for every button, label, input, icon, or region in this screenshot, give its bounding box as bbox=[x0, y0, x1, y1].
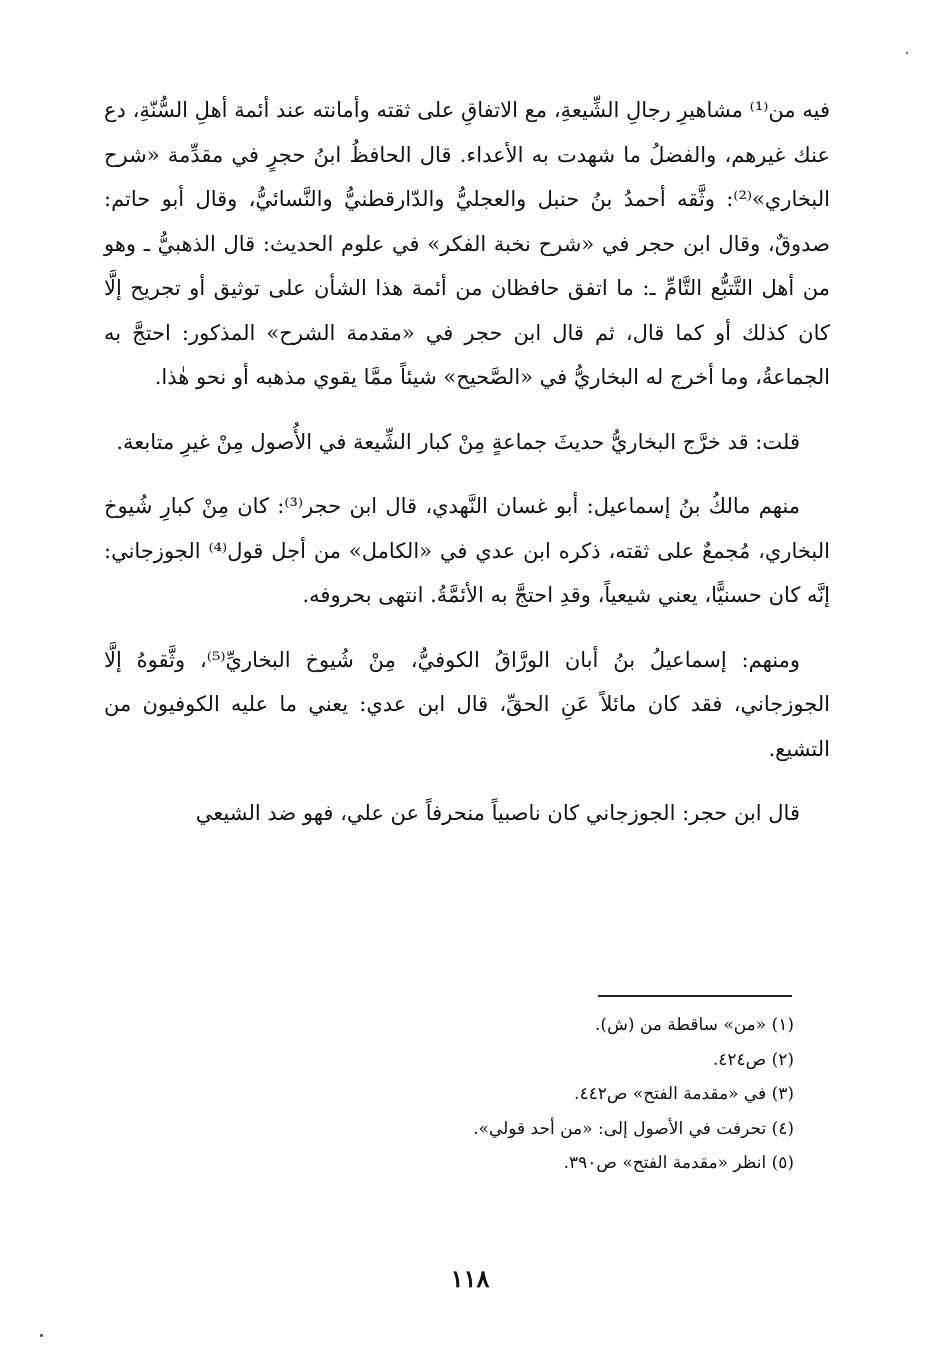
footnote-4: (٤) تحرفت في الأصول إلى: «من أحد قولي». bbox=[473, 1118, 794, 1139]
scan-speck bbox=[40, 1334, 43, 1337]
footnote-separator bbox=[598, 995, 792, 997]
paragraph-1: فيه من⁽¹⁾ مشاهيرِ رجالِ الشِّيعةِ، مع الاتفاقِ على ثقته وأمانته عند أئمة أهلِ السُّنّةِ، دع عنك غيرهم، والفضلُ ما شهدت به الأعداء. قال الحافظُ ابنُ حجرٍ في مقدِّمة «شرح البخاري»⁽²⁾: وثَّقه أحمدُ بنُ حنبل والعجليُّ والدّارقطنيُّ والنَّسائيُّ، وقال أبو حاتم: صدوقٌ، وقال ابن حجر في «شرح نخبة الفكر» في علوم الحديث: قال الذهبيُّ ـ وهو من أهل التَّتبُّع التَّامِّ ـ: ما اتفق حافظان من أئمة هذا الشأن على توثيق أو تجريح إلَّا كان كذلك أو كما قال، ثم قال ابن حجر في «مقدمة الشرح» المذكور: احتجَّ به الجماعةُ، وما أخرج له البخاريُّ في «الصَّحيح» شيئاً ممَّا يقوي مذهبه أو نحو هٰذا. bbox=[104, 98, 831, 389]
footnote-2: (٢) ص٤٢٤. bbox=[712, 1049, 794, 1070]
footnotes bbox=[104, 1008, 794, 1181]
footnote-5: (٥) انظر «مقدمة الفتح» ص٣٩٠. bbox=[563, 1153, 794, 1173]
footnote-1: (١) «من» ساقطة من (ش). bbox=[595, 1015, 794, 1035]
scan-speck bbox=[906, 52, 908, 54]
paragraph-4: ومنهم: إسماعيلُ بنُ أبان الورَّاقُ الكوفيُّ، مِنْ شُيوخ البخاريِّ⁽⁵⁾، وثَّقوهُ إلَّا الجوزجاني، فقد كان مائلاً عَنِ الحقِّ، قال ابن عدي: يعني ما عليه الكوفيون من التشيع. bbox=[104, 647, 830, 761]
paragraph-3: منهم مالكُ بنُ إسماعيل: أبو غسان النَّهدي، قال ابن حجر⁽³⁾: كان مِنْ كبارِ شُيوخ البخاري، مُجمعٌ على ثقته، ذكره ابن عدي في «الكامل» من أجل قول⁽⁴⁾ الجوزجاني: إنَّه كان حسنيًّا، يعني شيعياً، وقدِ احتجَّ به الأئمَّةُ. انتهى بحروفه. bbox=[104, 494, 830, 607]
footnote-3: (٣) في «مقدمة الفتح» ص٤٤٢. bbox=[574, 1084, 794, 1104]
paragraph-2: قلت: قد خرَّج البخاريُّ حديثَ جماعةٍ مِنْ كبار الشِّيعة في الأُصول مِنْ غيرِ متابعة. bbox=[116, 429, 800, 454]
paragraph-5: قال ابن حجر: الجوزجاني كان ناصبياً منحرفاً عن علي، فهو ضد الشيعي bbox=[195, 801, 800, 825]
main-text bbox=[104, 88, 830, 856]
page-number: ١١٨ bbox=[450, 1264, 490, 1293]
